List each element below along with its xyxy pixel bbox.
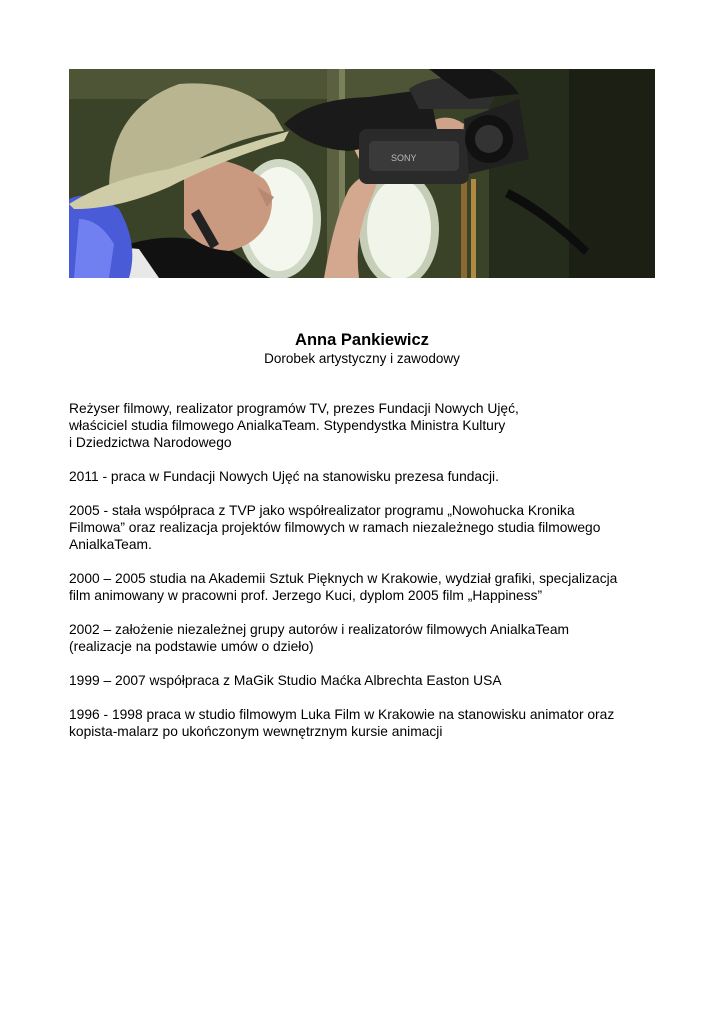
paragraph-intro [69, 400, 669, 451]
author-name: Anna Pankiewicz [295, 331, 429, 349]
text-line: 2002 – założenie niezależnej grupy autorów i realizatorów filmowych AnialkaTeam [69, 622, 570, 637]
text-line: 1996 - 1998 praca w studio filmowym Luka Film w Krakowie na stanowisku animator oraz [69, 707, 615, 722]
text-line: właściciel studia filmowego AnialkaTeam. Stypendystka Ministra Kultury [69, 418, 506, 433]
document-body [69, 400, 669, 757]
text-line: film animowany w pracowni prof. Jerzego Kuci, dyplom 2005 film „Happiness” [69, 588, 543, 603]
text-line: 2011 - praca w Fundacji Nowych Ujęć na stanowisku prezesa fundacji. [69, 469, 499, 484]
paragraph-2011 [69, 468, 669, 485]
document-subtitle: Dorobek artystyczny i zawodowy [264, 351, 460, 366]
text-line: 2000 – 2005 studia na Akademii Sztuk Pięknych w Krakowie, wydział grafiki, specjalizacja [69, 571, 618, 586]
text-line: Filmowa” oraz realizacja projektów filmowych w ramach niezależnego studia filmowego [69, 520, 601, 535]
text-line: i Dziedzictwa Narodowego [69, 435, 232, 450]
paragraph-2002 [69, 621, 669, 655]
photo-woman-with-video-camera [69, 69, 655, 278]
text-line: 1999 – 2007 współpraca z MaGik Studio Maćka Albrechta Easton USA [69, 673, 502, 688]
paragraph-2000-2005 [69, 570, 669, 604]
camera-brand-label: SONY [391, 153, 417, 163]
text-line: 2005 - stała współpraca z TVP jako współrealizator programu „Nowohucka Kronika [69, 503, 575, 518]
paragraph-1999-2007 [69, 672, 669, 689]
paragraph-2005 [69, 502, 669, 553]
text-line: Reżyser filmowy, realizator programów TV, prezes Fundacji Nowych Ujęć, [69, 401, 519, 416]
paragraph-1996-1998 [69, 706, 669, 740]
text-line: (realizacje na podstawie umów o dzieło) [69, 639, 314, 654]
text-line: kopista-malarz po ukończonym wewnętrznym kursie animacji [69, 724, 443, 739]
photo-illustration [69, 69, 655, 278]
text-line: AnialkaTeam. [69, 537, 152, 552]
document-header [0, 330, 724, 367]
